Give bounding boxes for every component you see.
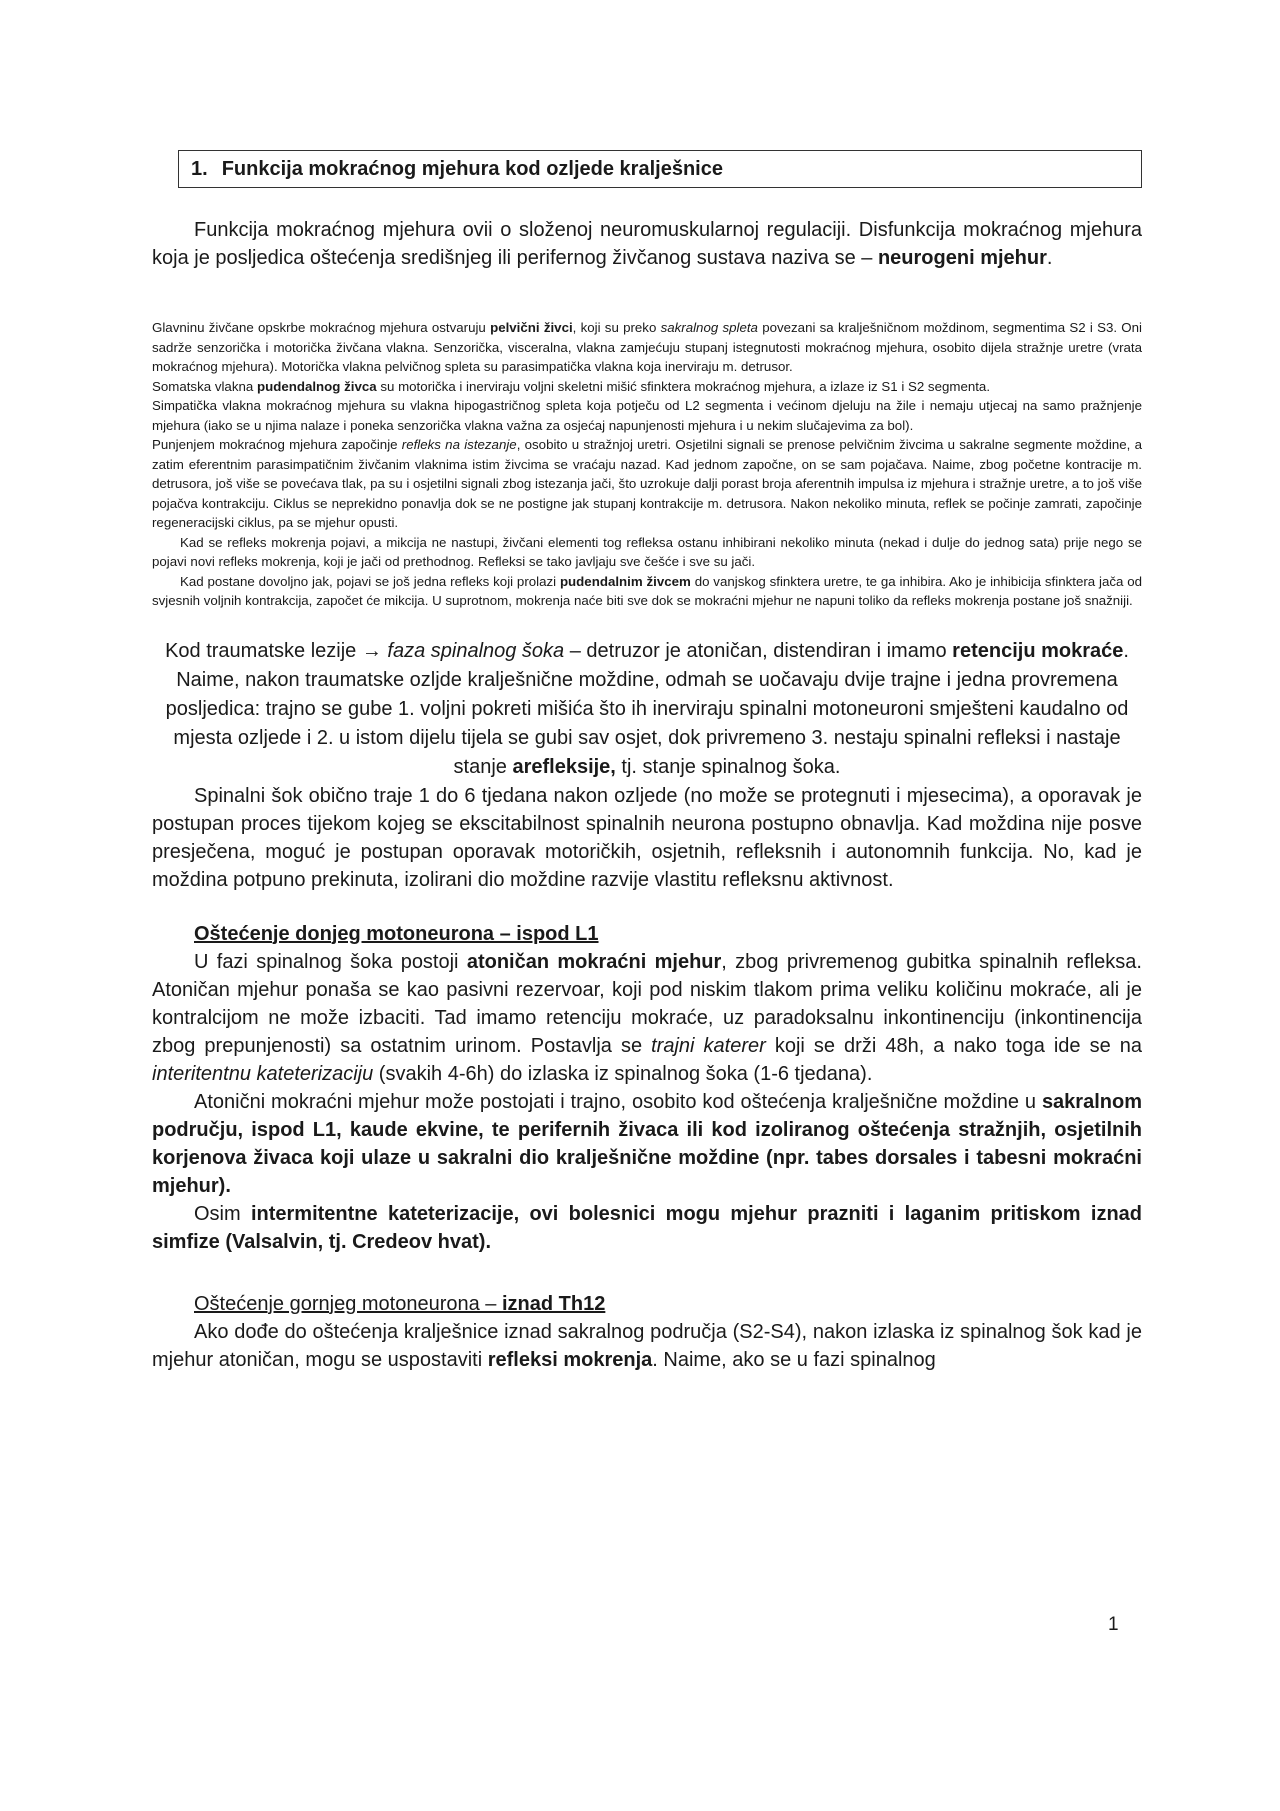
- page-number: 1: [1108, 1614, 1119, 1635]
- lower-paragraph-3: Osim intermitentne kateterizacije, ovi bolesnici mogu mjehur prazniti i laganim pritiskom iznad simfize (Valsalvin, tj. Credeov hvat).: [152, 1202, 1142, 1253]
- lower-paragraph-2: Atonični mokraćni mjehur može postojati i trajno, osobito kod oštećenja kralješnične moždine u sakralnom području, ispod L1, kaude ekvine, te perifernih živaca ili kod izoliranog oštećenja stražnjih, osjetilnih korjenova živaca koji ulaze u sakralni dio kralješnične moždine (npr. tabes dorsales i tabesni mokraćni mjehur).: [152, 1090, 1142, 1197]
- upper-motoneuron-heading: Oštećenje gornjeg motoneurona – iznad Th12: [194, 1292, 606, 1315]
- section-heading: [178, 150, 1142, 188]
- traumatic-lesion-paragraph: Kod traumatske lezije → faza spinalnog šoka – detruzor je atoničan, distendiran i imamo retenciju mokraće. Naime, nakon traumatske ozljde kralješnične moždine, odmah se uočavaju dvije trajne i jedna provremena posljedica: trajno se gube 1. voljni pokreti mišića što ih inerviraju spinalni motoneuroni smješteni kaudalno od mjesta ozljede i 2. u istom dijelu tijela se gubi sav osjet, dok privremeno 3. nestaju spinalni refleksi i nastaje stanje arefleksije, tj. stanje spinalnog šoka.: [165, 639, 1129, 778]
- section-number: 1.: [191, 158, 208, 180]
- intro-end: .: [1046, 247, 1053, 269]
- intro-text: Funkcija mokraćnog mjehura ovii o složenoj neuromuskularnoj regulaciji. Disfunkcija mokraćnog mjehura koja je posljedica oštećenja središnjeg ili perifernog živčanog sustava naziva se –: [152, 219, 1142, 269]
- upper-paragraph-1: Ako dođe do oštećenja kralješnice iznad sakralnog područja (S2-S4), nakon izlaska iz spinalnog šok kad je mjehur atoničan, mogu se uspostaviti refleksi mokrenja. Naime, ako se u fazi spinalnog: [152, 1320, 1142, 1371]
- small-paragraph-2: Somatska vlakna pudendalnog živca su motorička i inerviraju voljni skeletni mišić sfinktera mokraćnog mjehura, a izlaze iz S1 i S2 segmenta.: [152, 378, 991, 394]
- section-title: Funkcija mokraćnog mjehura kod ozljede kralješnice: [221, 158, 723, 180]
- lower-motoneuron-heading: Oštećenje donjeg motoneurona – ispod L1: [194, 922, 599, 945]
- small-paragraph-6: Kad postane dovoljno jak, pojavi se još jedna refleks koji prolazi pudendalnim živcem do vanjskog sfinktera uretre, te ga inhibira. Ako je inhibicija sfinktera jača od svjesnih voljnih kontrakcija, započet će mikcija. U suprotnom, mokrenja naće biti sve dok se mokraćni mjehur ne napuni toliko da refleks mokrenja postane još snažniji.: [152, 573, 1143, 608]
- spinal-shock-paragraph: Spinalni šok obično traje 1 do 6 tjedana nakon ozljede (no može se protegnuti i mjesecima), a oporavak je postupan proces tijekom kojeg se ekscitabilnost spinalnih neurona postupno obnavlja. Kad moždina nije posve presječena, moguć je postupan oporavak motoričkih, osjetnih, refleksnih i autonomnih funkcija. No, kad je moždina potpuno prekinuta, izolirani dio moždine razvije vlastitu refleksnu aktivnost.: [152, 784, 1142, 891]
- small-paragraph-4: Punjenjem mokraćnog mjehura započinje refleks na istezanje, osobito u stražnjoj uretri. Osjetilni signali se prenose pelvičnim živcima u sakralne segmente moždine, a zatim eferentnim parasimpatičnim živčanim vlaknima istim živcima se vraćaju nazad. Kad jednom započne, on se sam pojačava. Naime, zbog početne kontracije m. detrusora, još više se povećava tlak, pa su i osjetilni signali zbog istezanja jači, što uzrokuje dalji porast broja aferentnih impulsa iz mjehura i stražnje uretre, a to još više pojačva kontrakciju. Ciklus se neprekidno ponavlja dok se ne postigne jak stupanj kontrakcije m. detrusora. Nakon nekoliko minuta, reflek se počinje zamrati, započinje regeneracijski ciklus, pa se mjehur opusti.: [152, 437, 1142, 530]
- lower-paragraph-1: U fazi spinalnog šoka postoji atoničan mokraćni mjehur, zbog privremenog gubitka spinalnih refleksa. Atoničan mjehur ponaša se kao pasivni rezervoar, koji pod niskim tlakom prima veliku količinu mokraće, ali je kontralcijom ne može izbaciti. Tad imamo retenciju mokraće, uz paradoksalnu inkontinenciju (inkontinencija zbog prepunjenosti) sa ostatnim urinom. Postavlja se trajni katerer koji se drži 48h, a nako toga ide se na interitentnu kateterizaciju (svakih 4-6h) do izlaska iz spinalnog šoka (1-6 tjedana).: [152, 950, 1143, 1085]
- intro-paragraph: [152, 216, 1142, 272]
- document-page: [152, 150, 1142, 1374]
- intro-bold-term: neurogeni mjehur: [877, 247, 1047, 269]
- small-paragraph-3: Simpatička vlakna mokraćnog mjehura su vlakna hipogastričnog spleta koja potječu od L2 segmenta i većinom djeluju na žile i nemaju utjecaj na samo pražnjenje mjehura (iako se u njima nalaze i poneka senzorička vlakna važna za osjećaj napunjenosti mjehura i u nekim slučajevima za bol).: [152, 398, 1142, 433]
- small-paragraph-5: Kad se refleks mokrenja pojavi, a mikcija ne nastupi, živčani elementi tog refleksa ostanu inhibirani nekoliko minuta (nekad i dulje do jednog sata) prije nego se pojavi novi refleks mokrenja, koji je jači od prethodnog. Refleksi se tako javljaju sve češće i sve su jači.: [152, 534, 1142, 569]
- small-print-block: [152, 318, 1142, 611]
- small-paragraph-1: Glavninu živčane opskrbe mokraćnog mjehura ostvaruju pelvični živci, koji su preko sakralnog spleta povezani sa kralješničnom moždinom, segmentima S2 i S3. Oni sadrže senzorička i motorička živčana vlakna. Senzorička, visceralna, vlakna zamjećuju stupanj istegnutosti mokraćnog mjehura, osobito dijela stražnje uretre (vrata mokraćnog mjehura). Motorička vlakna pelvičnog spleta su parasimpatička vlakna koja inerviraju m. detrusor.: [152, 320, 1142, 374]
